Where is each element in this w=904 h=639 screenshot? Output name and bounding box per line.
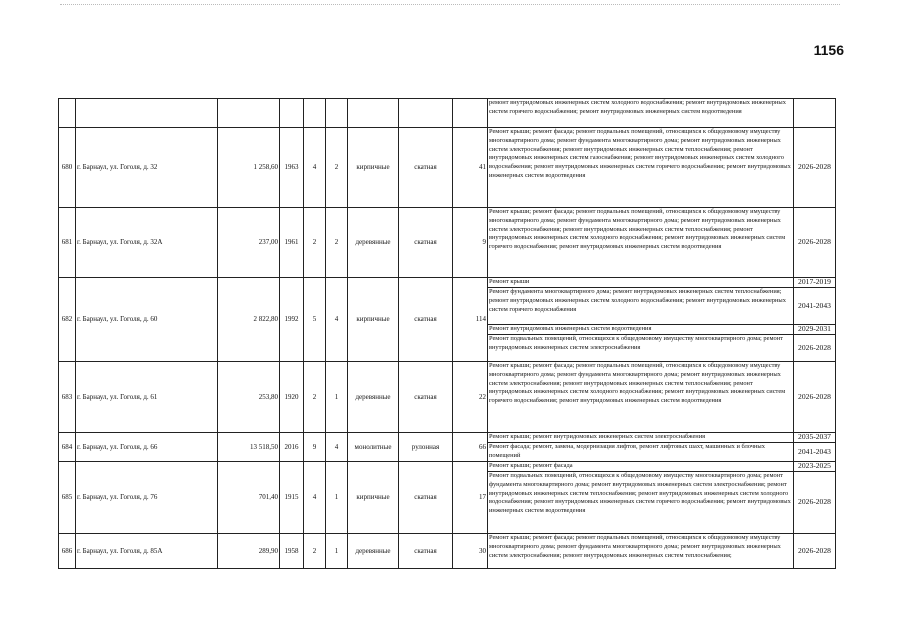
table-body xyxy=(59,99,836,569)
floors-cell: 4 xyxy=(304,128,326,208)
period-cell: 2026-2028 xyxy=(794,208,836,278)
period-cell: 2026-2028 xyxy=(794,534,836,569)
empty-cell xyxy=(348,99,399,128)
works-cell: Ремонт внутридомовых инженерных систем водоотведения xyxy=(488,325,794,335)
period-cell: 2026-2028 xyxy=(794,128,836,208)
empty-cell xyxy=(76,99,218,128)
area-cell: 253,80 xyxy=(218,362,280,433)
address-cell: г. Барнаул, ул. Гоголя, д. 76 xyxy=(76,462,218,534)
floors-cell: 5 xyxy=(304,278,326,362)
works-cell: ремонт внутридомовых инженерных систем холодного водоснабжения; ремонт внутридомовых инженерных систем горячего водоснабжения; ремонт внутридомовых инженерных систем водоотведения xyxy=(488,99,794,128)
walls-material-cell: монолитные xyxy=(348,433,399,462)
walls-material-cell: деревянные xyxy=(348,534,399,569)
residents-cell: 66 xyxy=(453,433,488,462)
empty-cell xyxy=(280,99,304,128)
address-cell: г. Барнаул, ул. Гоголя, д. 60 xyxy=(76,278,218,362)
roof-type-cell: скатная xyxy=(399,534,453,569)
period-cell: 2026-2028 xyxy=(794,472,836,534)
walls-material-cell: кирпичные xyxy=(348,128,399,208)
entrances-cell: 2 xyxy=(326,208,348,278)
works-cell: Ремонт крыши; ремонт внутридомовых инженерных систем электроснабжения xyxy=(488,433,794,443)
entrances-cell: 1 xyxy=(326,534,348,569)
works-cell: Ремонт подвальных помещений, относящихся к общедомовому имуществу многоквартирного дома; ремонт фундамента многоквартирного дома; ремонт внутридомовых инженерных систем электроснабжения; ремонт внутридомовых инженерных систем теплоснабжения; ремонт внутридомовых инженерных систем холодного водоснабжения; ремонт внутридомовых инженерных систем горячего водоснабжения; ремонт внутридомовых инженерных систем водоотведения xyxy=(488,472,794,534)
continuation-row xyxy=(59,99,836,128)
address-cell: г. Барнаул, ул. Гоголя, д. 32А xyxy=(76,208,218,278)
area-cell: 1 258,60 xyxy=(218,128,280,208)
entrances-cell: 4 xyxy=(326,433,348,462)
area-cell: 289,90 xyxy=(218,534,280,569)
empty-cell xyxy=(399,99,453,128)
works-cell: Ремонт подвальных помещений, относящихся к общедомовому имуществу многоквартирного дома; ремонт внутридомовых инженерных систем электроснабжения xyxy=(488,335,794,362)
period-cell: 2023-2025 xyxy=(794,462,836,472)
works-cell: Ремонт крыши; ремонт фасада; ремонт подвальных помещений, относящихся к общедомовому имуществу многоквартирного дома; ремонт фундамента многоквартирного дома; ремонт внутридомовых инженерных систем электроснабжения; ремонт внутридомовых инженерных систем теплоснабжения; ремонт внутридомовых инженерных систем газоснабжения; ремонт внутридомовых инженерных систем холодного водоснабжения; ремонт внутридомовых инженерных систем горячего водоснабжения; ремонт внутридомовых инженерных систем водоотведения xyxy=(488,128,794,208)
period-cell: 2041-2043 xyxy=(794,288,836,325)
entrances-cell: 1 xyxy=(326,362,348,433)
empty-cell xyxy=(218,99,280,128)
floors-cell: 9 xyxy=(304,433,326,462)
works-cell: Ремонт фундамента многоквартирного дома; ремонт внутридомовых инженерных систем теплоснабжения; ремонт внутридомовых инженерных систем холодного водоснабжения; ремонт внутридомовых инженерных систем горячего водоснабжения xyxy=(488,288,794,325)
entrances-cell: 2 xyxy=(326,128,348,208)
row-number: 681 xyxy=(59,208,76,278)
table-row xyxy=(59,278,836,288)
roof-type-cell: скатная xyxy=(399,362,453,433)
row-number: 686 xyxy=(59,534,76,569)
table-row xyxy=(59,433,836,443)
entrances-cell: 1 xyxy=(326,462,348,534)
floors-cell: 4 xyxy=(304,462,326,534)
works-cell: Ремонт крыши; ремонт фасада; ремонт подвальных помещений, относящихся к общедомовому имуществу многоквартирного дома; ремонт фундамента многоквартирного дома; ремонт внутридомовых инженерных систем электроснабжения; ремонт внутридомовых инженерных систем теплоснабжения; xyxy=(488,534,794,569)
roof-type-cell: рулонная xyxy=(399,433,453,462)
row-number: 682 xyxy=(59,278,76,362)
period-cell: 2026-2028 xyxy=(794,362,836,433)
roof-type-cell: скатная xyxy=(399,128,453,208)
table-row xyxy=(59,462,836,472)
scan-noise xyxy=(60,4,840,7)
address-cell: г. Барнаул, ул. Гоголя, д. 32 xyxy=(76,128,218,208)
table-row xyxy=(59,128,836,208)
address-cell: г. Барнаул, ул. Гоголя, д. 66 xyxy=(76,433,218,462)
period-cell: 2041-2043 xyxy=(794,443,836,462)
address-cell: г. Барнаул, ул. Гоголя, д. 61 xyxy=(76,362,218,433)
table-row xyxy=(59,208,836,278)
residents-cell: 30 xyxy=(453,534,488,569)
period-cell: 2017-2019 xyxy=(794,278,836,288)
works-cell: Ремонт крыши; ремонт фасада xyxy=(488,462,794,472)
empty-cell xyxy=(326,99,348,128)
floors-cell: 2 xyxy=(304,362,326,433)
table-row xyxy=(59,362,836,433)
residents-cell: 9 xyxy=(453,208,488,278)
year-cell: 1915 xyxy=(280,462,304,534)
area-cell: 13 518,50 xyxy=(218,433,280,462)
empty-cell xyxy=(304,99,326,128)
empty-cell xyxy=(453,99,488,128)
area-cell: 2 822,80 xyxy=(218,278,280,362)
roof-type-cell: скатная xyxy=(399,208,453,278)
year-cell: 1961 xyxy=(280,208,304,278)
page-number: 1156 xyxy=(813,42,844,58)
row-number: 680 xyxy=(59,128,76,208)
table-row xyxy=(59,534,836,569)
roof-type-cell: скатная xyxy=(399,462,453,534)
residents-cell: 41 xyxy=(453,128,488,208)
roof-type-cell: скатная xyxy=(399,278,453,362)
period-cell: 2035-2037 xyxy=(794,433,836,443)
year-cell: 1920 xyxy=(280,362,304,433)
address-cell: г. Барнаул, ул. Гоголя, д. 85А xyxy=(76,534,218,569)
year-cell: 1963 xyxy=(280,128,304,208)
walls-material-cell: кирпичные xyxy=(348,462,399,534)
walls-material-cell: деревянные xyxy=(348,362,399,433)
residents-cell: 17 xyxy=(453,462,488,534)
year-cell: 2016 xyxy=(280,433,304,462)
repair-schedule-table xyxy=(58,98,836,569)
works-cell: Ремонт фасада; ремонт, замена, модернизация лифтов, ремонт лифтовых шахт, машинных и блочных помещений xyxy=(488,443,794,462)
empty-cell xyxy=(794,99,836,128)
year-cell: 1992 xyxy=(280,278,304,362)
walls-material-cell: кирпичные xyxy=(348,278,399,362)
residents-cell: 22 xyxy=(453,362,488,433)
row-number: 683 xyxy=(59,362,76,433)
area-cell: 701,40 xyxy=(218,462,280,534)
residents-cell: 114 xyxy=(453,278,488,362)
row-number: 684 xyxy=(59,433,76,462)
works-cell: Ремонт крыши; ремонт фасада; ремонт подвальных помещений, относящихся к общедомовому имуществу многоквартирного дома; ремонт фундамента многоквартирного дома; ремонт внутридомовых инженерных систем электроснабжения; ремонт внутридомовых инженерных систем теплоснабжения; ремонт внутридомовых инженерных систем холодного водоснабжения; ремонт внутридомовых инженерных систем горячего водоснабжения; ремонт внутридомовых инженерных систем водоотведения xyxy=(488,362,794,433)
works-cell: Ремонт крыши xyxy=(488,278,794,288)
floors-cell: 2 xyxy=(304,534,326,569)
area-cell: 237,00 xyxy=(218,208,280,278)
works-cell: Ремонт крыши; ремонт фасада; ремонт подвальных помещений, относящихся к общедомовому имуществу многоквартирного дома; ремонт фундамента многоквартирного дома; ремонт внутридомовых инженерных систем электроснабжения; ремонт внутридомовых инженерных систем теплоснабжения; ремонт внутридомовых инженерных систем холодного водоснабжения; ремонт внутридомовых инженерных систем горячего водоснабжения; ремонт внутридомовых инженерных систем водоотведения xyxy=(488,208,794,278)
year-cell: 1958 xyxy=(280,534,304,569)
empty-cell xyxy=(59,99,76,128)
row-number: 685 xyxy=(59,462,76,534)
period-cell: 2026-2028 xyxy=(794,335,836,362)
entrances-cell: 4 xyxy=(326,278,348,362)
walls-material-cell: деревянные xyxy=(348,208,399,278)
period-cell: 2029-2031 xyxy=(794,325,836,335)
floors-cell: 2 xyxy=(304,208,326,278)
